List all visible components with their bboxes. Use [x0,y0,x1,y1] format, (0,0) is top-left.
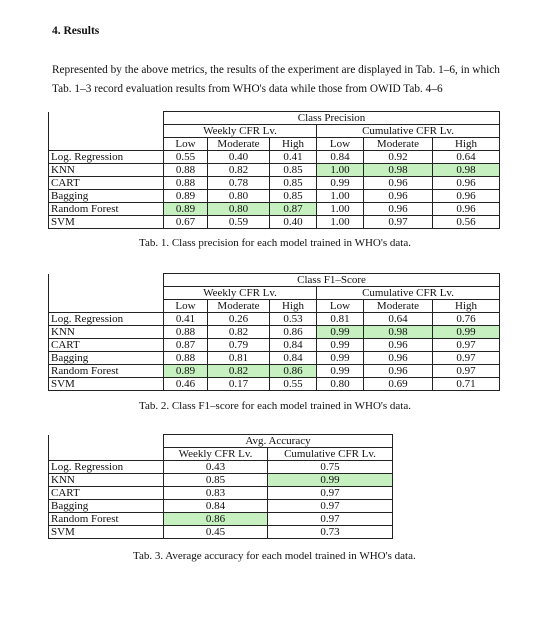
cell-value-best: 0.86 [164,513,268,526]
table-row [49,500,393,513]
cell-value: 0.46 [164,378,208,391]
cell-value: 0.99 [317,365,364,378]
cell-value: 0.97 [268,487,393,500]
cell-value: 0.85 [270,164,317,177]
cell-value: 0.89 [164,190,208,203]
cell-value: 0.40 [270,216,317,229]
model-name: Log. Regression [49,313,164,326]
cell-value: 0.96 [364,190,433,203]
cell-value: 0.84 [164,500,268,513]
table-title: Class F1–Score [164,274,500,287]
cell-value-best: 0.80 [208,203,270,216]
cell-value: 0.79 [208,339,270,352]
table-caption: Tab. 1. Class precision for each model trained in WHO's data. [139,237,411,249]
cell-value-best: 0.99 [433,326,500,339]
section-heading: 4. Results [52,25,100,37]
group-header-weekly: Weekly CFR Lv. [164,287,317,300]
column-header: Low [317,138,364,151]
cell-value-best: 0.89 [164,365,208,378]
model-name: SVM [49,378,164,391]
cell-value: 0.55 [164,151,208,164]
column-header: Low [164,138,208,151]
group-header-cumulative: Cumulative CFR Lv. [317,287,500,300]
cell-value-best: 0.98 [433,164,500,177]
cell-value: 0.96 [433,190,500,203]
cell-value: 0.55 [270,378,317,391]
cell-value: 0.96 [433,177,500,190]
cell-value: 0.97 [433,339,500,352]
cell-value: 0.45 [164,526,268,539]
cell-value: 0.40 [208,151,270,164]
cell-value: 0.85 [270,190,317,203]
table-row [49,151,500,164]
cell-value: 0.96 [364,203,433,216]
cell-value-best: 0.86 [270,365,317,378]
cell-value: 0.17 [208,378,270,391]
column-header: Weekly CFR Lv. [164,448,268,461]
cell-value: 0.80 [208,190,270,203]
column-header: Moderate [208,300,270,313]
model-name: Bagging [49,190,164,203]
cell-value: 0.43 [164,461,268,474]
column-header: High [433,300,500,313]
cell-value-best: 1.00 [317,164,364,177]
model-name: CART [49,339,164,352]
cell-value: 0.96 [364,365,433,378]
column-header: High [433,138,500,151]
cell-value: 0.67 [164,216,208,229]
table-corner [49,435,164,448]
cell-value: 0.96 [433,203,500,216]
table-title: Avg. Accuracy [164,435,393,448]
cell-value: 0.86 [270,326,317,339]
cell-value: 0.97 [433,352,500,365]
cell-value: 0.41 [164,313,208,326]
model-name: SVM [49,216,164,229]
model-name: Log. Regression [49,151,164,164]
cell-value: 0.84 [317,151,364,164]
cell-value: 0.64 [433,151,500,164]
cell-value: 1.00 [317,190,364,203]
cell-value: 0.97 [268,513,393,526]
class-precision-table [48,111,500,229]
cell-value: 0.99 [317,339,364,352]
cell-value: 0.53 [270,313,317,326]
cell-value-best: 0.87 [270,203,317,216]
cell-value: 0.56 [433,216,500,229]
cell-value-best: 0.99 [268,474,393,487]
table-row [49,474,393,487]
table-row [49,177,500,190]
cell-value: 0.88 [164,177,208,190]
table-row [49,365,500,378]
column-header: High [270,138,317,151]
cell-value: 1.00 [317,203,364,216]
cell-value: 0.99 [317,177,364,190]
table-row [49,461,393,474]
cell-value: 0.85 [270,177,317,190]
table-row [49,313,500,326]
cell-value: 0.82 [208,326,270,339]
cell-value-best: 0.98 [364,164,433,177]
model-name: Bagging [49,352,164,365]
cell-value-best: 0.98 [364,326,433,339]
group-header-cumulative: Cumulative CFR Lv. [317,125,500,138]
column-header: Cumulative CFR Lv. [268,448,393,461]
model-name: Random Forest [49,365,164,378]
cell-value: 0.26 [208,313,270,326]
cell-value: 0.92 [364,151,433,164]
cell-value: 0.83 [164,487,268,500]
cell-value: 0.96 [364,177,433,190]
cell-value: 0.88 [164,164,208,177]
model-name: SVM [49,526,164,539]
model-name: Log. Regression [49,461,164,474]
cell-value: 1.00 [317,216,364,229]
cell-value: 0.71 [433,378,500,391]
cell-value: 0.76 [433,313,500,326]
cell-value: 0.41 [270,151,317,164]
avg-accuracy-table [48,434,393,539]
table-caption: Tab. 3. Average accuracy for each model trained in WHO's data. [133,550,416,562]
model-name: KNN [49,474,164,487]
column-header: High [270,300,317,313]
cell-value: 0.82 [208,164,270,177]
column-header: Moderate [208,138,270,151]
cell-value: 0.69 [364,378,433,391]
table-row [49,487,393,500]
cell-value-best: 0.89 [164,203,208,216]
group-header-weekly: Weekly CFR Lv. [164,125,317,138]
model-name: CART [49,177,164,190]
table-corner [49,112,164,125]
cell-value: 0.88 [164,326,208,339]
cell-value: 0.78 [208,177,270,190]
table-row [49,164,500,177]
cell-value-best: 0.82 [208,365,270,378]
model-name: Random Forest [49,203,164,216]
cell-value: 0.59 [208,216,270,229]
cell-value: 0.96 [364,352,433,365]
cell-value: 0.84 [270,352,317,365]
class-f1-score-table [48,273,500,391]
cell-value: 0.73 [268,526,393,539]
model-name: KNN [49,326,164,339]
cell-value: 0.85 [164,474,268,487]
cell-value: 0.99 [317,352,364,365]
cell-value: 0.96 [364,339,433,352]
cell-value: 0.97 [433,365,500,378]
cell-value: 0.84 [270,339,317,352]
table-row [49,526,393,539]
table-title: Class Precision [164,112,500,125]
column-header: Moderate [364,300,433,313]
column-header: Low [317,300,364,313]
cell-value: 0.97 [268,500,393,513]
cell-value: 0.87 [164,339,208,352]
table-caption: Tab. 2. Class F1–score for each model trained in WHO's data. [139,400,411,412]
cell-value-best: 0.99 [317,326,364,339]
table-row [49,378,500,391]
cell-value: 0.75 [268,461,393,474]
table-row [49,352,500,365]
column-header: Moderate [364,138,433,151]
model-name: Bagging [49,500,164,513]
model-name: KNN [49,164,164,177]
table-row [49,326,500,339]
table-row [49,513,393,526]
cell-value: 0.97 [364,216,433,229]
table-row [49,216,500,229]
cell-value: 0.64 [364,313,433,326]
cell-value: 0.81 [317,313,364,326]
cell-value: 0.80 [317,378,364,391]
table-row [49,190,500,203]
cell-value: 0.88 [164,352,208,365]
column-header: Low [164,300,208,313]
results-paragraph: Represented by the above metrics, the results of the experiment are displayed in Tab. 1–6, in which Tab. 1–3 record evaluation results from WHO's data while those from OWID Tab. 4–6 [52,64,500,95]
table-row [49,339,500,352]
table-corner [49,274,164,287]
cell-value: 0.81 [208,352,270,365]
model-name: Random Forest [49,513,164,526]
model-name: CART [49,487,164,500]
table-row [49,203,500,216]
